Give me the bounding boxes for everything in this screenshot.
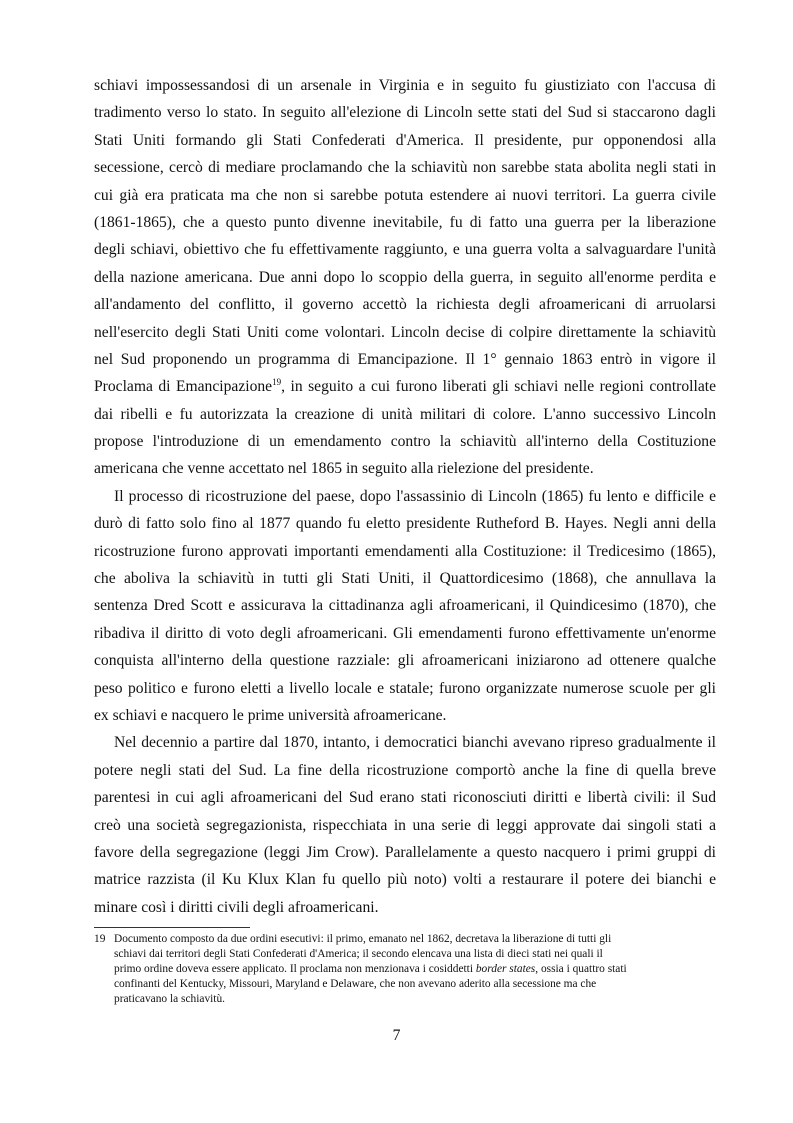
footnote (94, 932, 716, 1007)
text-line: creò una società segregazionista, rispecchiata in una serie di leggi approvate dai singoli stati a (94, 816, 716, 834)
text-segment: , in seguito a cui furono liberati gli schiavi nelle regioni controllate (281, 378, 716, 396)
text-segment: Proclama di Emancipazione (94, 378, 273, 396)
text-line: nell'esercito degli Stati Uniti come volontari. Lincoln decise di colpire direttamente la schiavitù (94, 323, 716, 341)
text-line: americana che venne accettato nel 1865 in seguito alla rielezione del presidente. (94, 460, 594, 478)
footnote-line: confinanti del Kentucky, Missouri, Maryland e Delaware, che non avevano aderito alla secessione ma che (114, 978, 597, 990)
paragraph (94, 729, 716, 921)
text-line: dai ribelli e fu autorizzata la creazione di unità militari di colore. L'anno successivo Lincoln (94, 405, 716, 423)
text-line: della nazione americana. Due anni dopo lo scoppio della guerra, in seguito all'enorme perdita e (94, 268, 716, 286)
text-line: ricostruzione furono approvati importanti emendamenti alla Costituzione: il Tredicesimo (1865), (94, 542, 716, 560)
page-number: 7 (392, 1027, 401, 1044)
text-line: durò di fatto solo fino al 1877 quando fu eletto presidente Rutheford B. Hayes. Negli anni della (94, 515, 716, 533)
text-line: favore della segregazione (leggi Jim Crow). Parallelamente a questo nacquero i primi gruppi di (94, 843, 716, 861)
paragraph (94, 72, 716, 483)
text-line: Nel decennio a partire dal 1870, intanto, i democratici bianchi avevano ripreso gradualmente il (114, 734, 716, 752)
text-line: all'andamento del conflitto, il governo accettò la richiesta degli afroamericani di arruolarsi (94, 296, 716, 314)
text-line: ribadiva il diritto di voto degli afroamericani. Gli emendamenti furono effettivamente un'enorme (94, 624, 716, 642)
text-line: tradimento verso lo stato. In seguito all'elezione di Lincoln sette stati del Sud si staccarono dagli (94, 104, 716, 122)
text-line: conquista all'interno della questione razziale: gli afroamericani iniziarono ad ottenere qualche (94, 652, 716, 670)
text-line: (1861-1865), che a questo punto divenne inevitabile, fu di fatto una guerra per la liberazione (94, 213, 716, 231)
footnote-ref: 19 (272, 377, 282, 388)
text-line: minare così i diritti civili degli afroamericani. (94, 898, 379, 916)
paragraph (94, 483, 716, 730)
footnote-body (114, 932, 716, 1007)
text-line: Stati Uniti formando gli Stati Confederati d'America. Il presidente, pur opponendosi alla (94, 131, 716, 149)
footnote-number: 19 (94, 933, 106, 945)
italic-term: border states (475, 963, 536, 975)
footnote-line: Documento composto da due ordini esecutivi: il primo, emanato nel 1862, decretava la liberazione di tutti gli (114, 933, 612, 945)
text-line: Il processo di ricostruzione del paese, dopo l'assassinio di Lincoln (1865) fu lento e difficile e (114, 487, 716, 505)
text-line: peso politico e furono eletti a livello locale e statale; furono organizzate numerose scuole per gli (94, 679, 716, 697)
text-line: nel Sud proponendo un programma di Emancipazione. Il 1° gennaio 1863 entrò in vigore il (94, 350, 716, 368)
text-line: schiavi impossessandosi di un arsenale in Virginia e in seguito fu giustiziato con l'accusa di (94, 77, 716, 94)
text-line: potere negli stati del Sud. La fine della ricostruzione comportò anche la fine di quella breve (94, 761, 716, 779)
footnote-line: schiavi dai territori degli Stati Confederati d'America; il secondo elencava una lista di dieci stati nei quali il (114, 948, 603, 960)
text-segment: primo ordine doveva essere applicato. Il proclama non menzionava i cosiddetti (114, 963, 476, 975)
text-line: che aboliva la schiavitù in tutti gli Stati Uniti, il Quattordicesimo (1868), che annullava la (94, 570, 716, 588)
text-line: matrice razzista (il Ku Klux Klan fu quello più noto) volti a restaurare il potere dei bianchi e (94, 871, 716, 889)
text-line: cui già era praticata ma che non si sarebbe potuta estendere ai nuovi territori. La guerra civile (94, 186, 716, 204)
text-line: parentesi in cui agli afroamericani del Sud erano stati riconosciuti diritti e libertà civili: il Sud (94, 789, 716, 807)
footnote-line (114, 962, 716, 977)
footnote-separator (94, 927, 250, 928)
text-line (94, 373, 716, 400)
footnote-line: praticavano la schiavitù. (114, 993, 226, 1005)
text-line: ex schiavi e nacquero le prime università afroamericane. (94, 706, 447, 724)
main-text (94, 72, 716, 921)
text-segment: , ossia i quattro stati (535, 963, 627, 975)
text-line: sentenza Dred Scott e assicurava la cittadinanza agli afroamericani, il Quindicesimo (1870), che (94, 597, 716, 615)
text-line: degli schiavi, obiettivo che fu effettivamente raggiunto, e una guerra volta a salvaguardare l'unità (94, 241, 716, 259)
text-line: propose l'introduzione di un emendamento contro la schiavitù all'interno della Costituzione (94, 433, 716, 451)
text-line: secessione, cercò di mediare proclamando che la schiavitù non sarebbe stata abolita negli stati in (94, 159, 716, 177)
